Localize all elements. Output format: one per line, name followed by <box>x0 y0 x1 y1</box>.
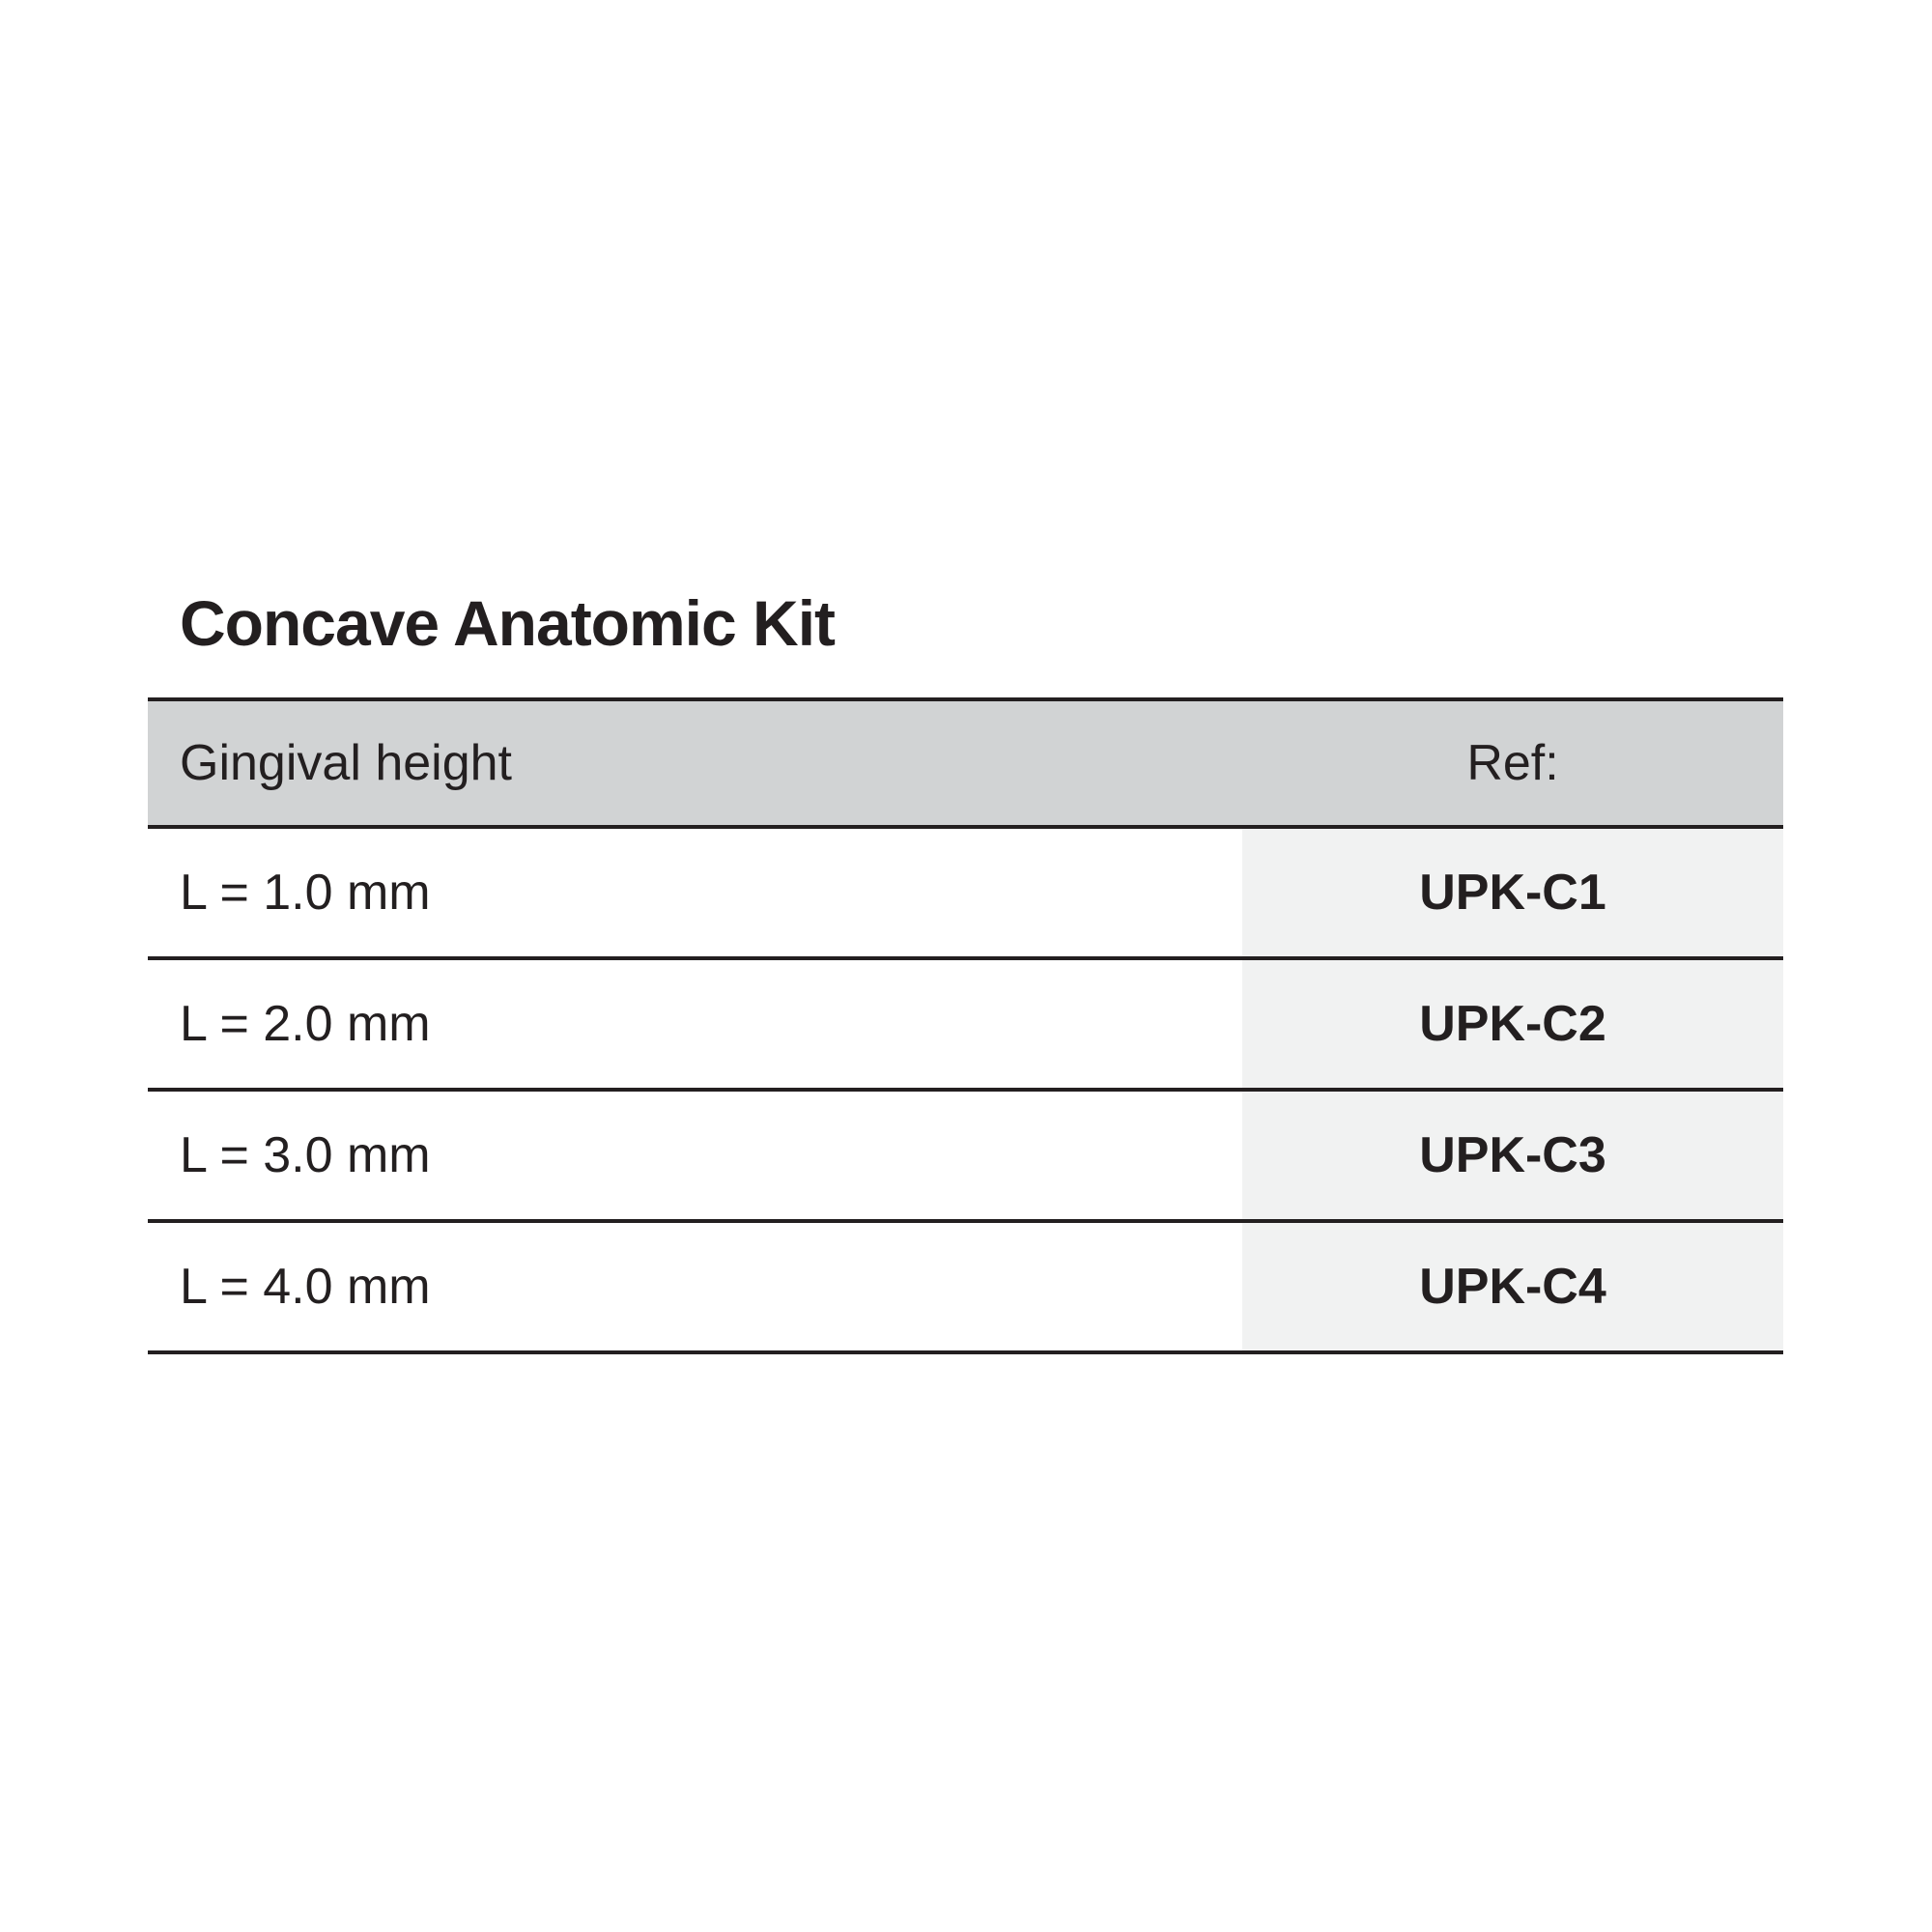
table-row <box>148 1092 1783 1223</box>
ref-cell: UPK-C4 <box>1242 1223 1783 1350</box>
gingival-height-cell: L = 3.0 mm <box>180 1127 431 1183</box>
ref-cell: UPK-C3 <box>1242 1092 1783 1219</box>
table-header-row <box>148 697 1783 829</box>
ref-cell: UPK-C2 <box>1242 960 1783 1088</box>
ref-cell: UPK-C1 <box>1242 829 1783 956</box>
product-table <box>148 697 1783 1354</box>
table-row <box>148 960 1783 1092</box>
gingival-height-cell: L = 1.0 mm <box>180 865 431 921</box>
column-header-ref: Ref: <box>1466 735 1559 791</box>
table-row <box>148 1223 1783 1354</box>
page-title: Concave Anatomic Kit <box>180 587 836 659</box>
gingival-height-cell: L = 4.0 mm <box>180 1259 431 1315</box>
column-header-gingival-height: Gingival height <box>180 735 512 791</box>
table-row <box>148 829 1783 960</box>
table-body <box>148 829 1783 1354</box>
gingival-height-cell: L = 2.0 mm <box>180 996 431 1052</box>
